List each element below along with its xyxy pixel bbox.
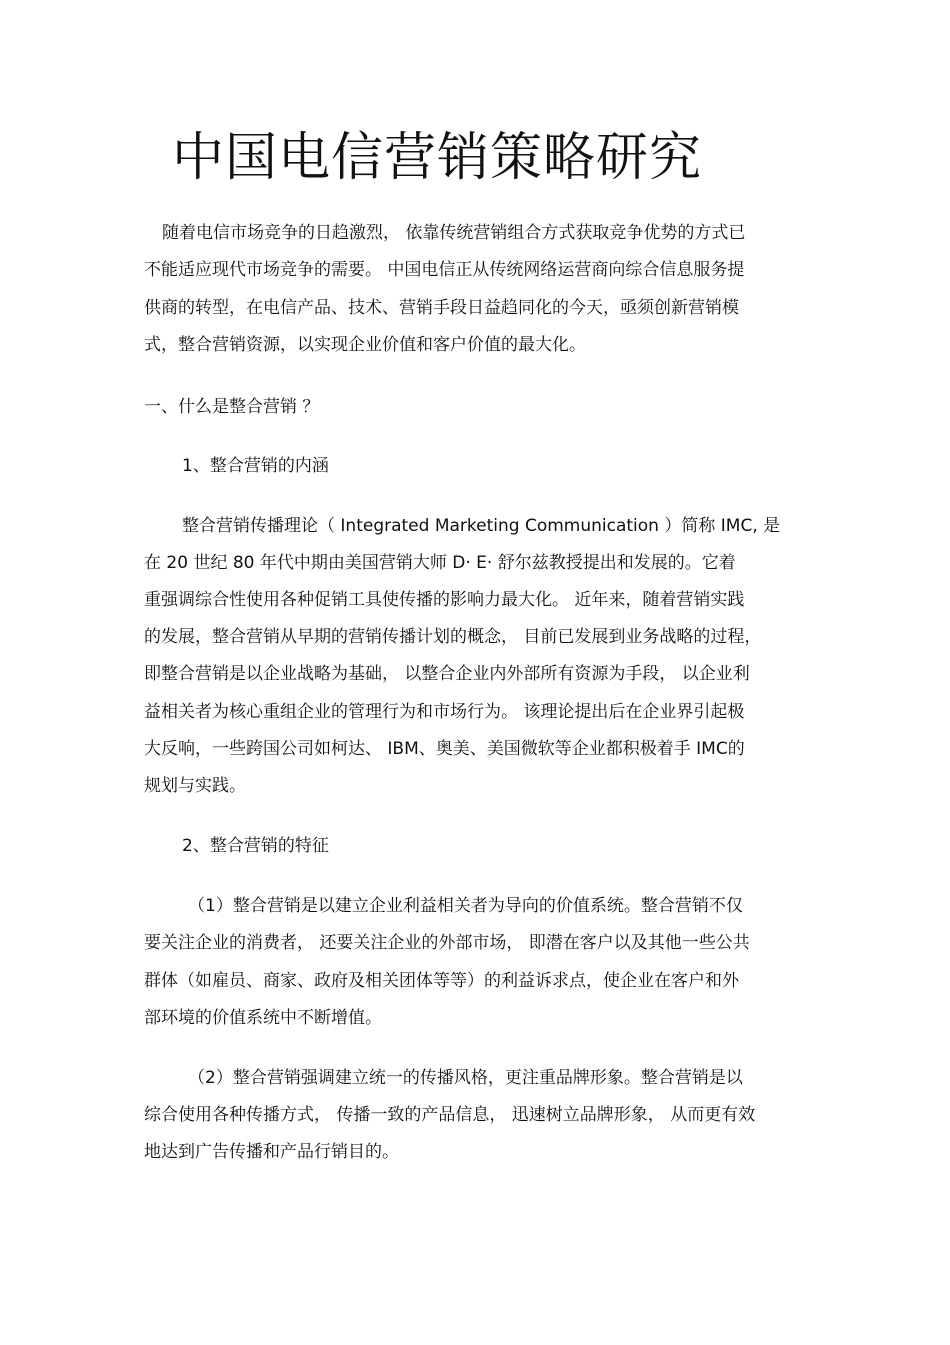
document-title: 中国电信营销策略研究 bbox=[172, 128, 703, 188]
subsection-heading: 2、整合营销的特征 bbox=[182, 836, 329, 856]
paragraph-line: （1）整合营销是以建立企业利益相关者为导向的价值系统。整合营销不仅 bbox=[188, 896, 743, 916]
paragraph-line: 重强调综合性使用各种促销工具使传播的影响力最大化。 近年来，随着营销实践 bbox=[144, 590, 745, 610]
paragraph-line: 要关注企业的消费者， 还要关注企业的外部市场， 即潜在客户以及其他一些公共 bbox=[144, 933, 750, 953]
paragraph-line: 综合使用各种传播方式， 传播一致的产品信息， 迅速树立品牌形象， 从而更有效 bbox=[144, 1105, 756, 1125]
paragraph-line: 即整合营销是以企业战略为基础， 以整合企业内外部所有资源为手段， 以企业利 bbox=[144, 664, 750, 684]
paragraph-line: 群体（如雇员、商家、政府及相关团体等等）的利益诉求点，使企业在客户和外 bbox=[144, 971, 739, 991]
intro-line: 随着电信市场竞争的日趋激烈， 依靠传统营销组合方式获取竞争优势的方式已 bbox=[162, 223, 746, 243]
section-heading: 一、什么是整合营销 ？ bbox=[144, 397, 320, 417]
paragraph-line: 大反响，一些跨国公司如柯达、 IBM、奥美、美国微软等企业都积极着手 IMC的 bbox=[144, 739, 745, 759]
intro-line: 供商的转型，在电信产品、技术、营销手段日益趋同化的今天，亟须创新营销模 bbox=[144, 298, 739, 318]
paragraph-line: （2）整合营销强调建立统一的传播风格，更注重品牌形象。整合营销是以 bbox=[188, 1068, 743, 1088]
paragraph-line: 部环境的价值系统中不断增值。 bbox=[144, 1008, 382, 1028]
paragraph-line: 在 20 世纪 80 年代中期由美国营销大师 D· E· 舒尔兹教授提出和发展的。它着 bbox=[144, 553, 736, 573]
paragraph-line: 整合营销传播理论（ Integrated Marketing Communication ）简称 IMC, 是 bbox=[182, 516, 781, 536]
paragraph-line: 规划与实践。 bbox=[144, 776, 246, 796]
intro-line: 不能适应现代市场竞争的需要。 中国电信正从传统网络运营商向综合信息服务提 bbox=[144, 260, 745, 280]
paragraph-line: 地达到广告传播和产品行销目的。 bbox=[144, 1142, 399, 1162]
intro-line: 式，整合营销资源，以实现企业价值和客户价值的最大化。 bbox=[144, 335, 586, 355]
subsection-heading: 1、整合营销的内涵 bbox=[182, 456, 329, 476]
paragraph-line: 益相关者为核心重组企业的管理行为和市场行为。 该理论提出后在企业界引起极 bbox=[144, 702, 745, 722]
paragraph-line: 的发展，整合营销从早期的营销传播计划的概念， 目前已发展到业务战略的过程， bbox=[144, 627, 762, 647]
